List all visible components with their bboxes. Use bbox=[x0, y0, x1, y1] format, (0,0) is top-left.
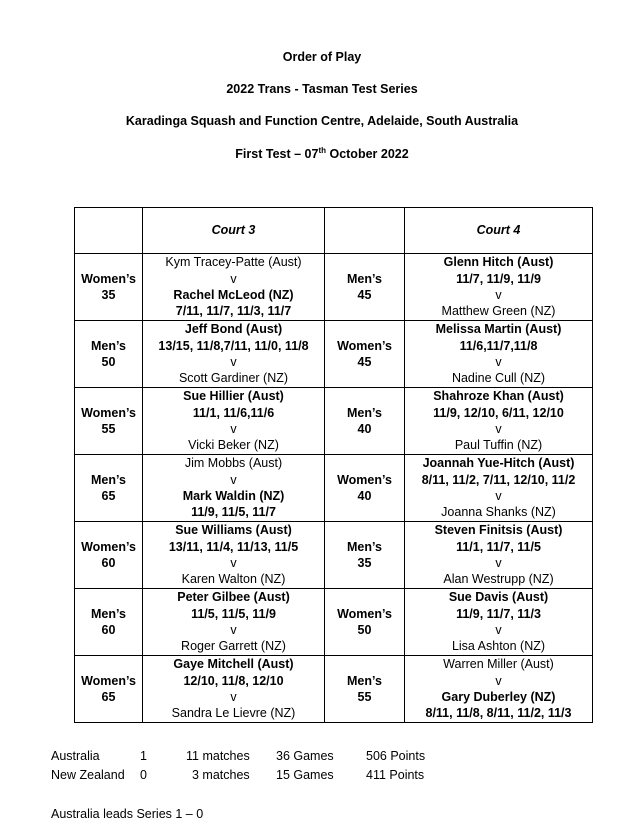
summary-games: 15 Games bbox=[276, 768, 334, 782]
category-label: Men’s bbox=[347, 673, 382, 688]
match-cell bbox=[143, 455, 325, 522]
match-line: Vicki Beker (NZ) bbox=[188, 438, 279, 453]
match-cell bbox=[405, 589, 593, 656]
category-label: 60 bbox=[101, 623, 116, 637]
category-label: 45 bbox=[357, 355, 372, 369]
match-line: Nadine Cull (NZ) bbox=[451, 371, 546, 386]
match-line: Sue Hillier (Aust) bbox=[183, 389, 284, 404]
venue-title: Karadinga Squash and Function Centre, Adelaide, South Australia bbox=[125, 114, 519, 128]
test-date-suffix: October 2022 bbox=[326, 147, 409, 162]
match-line: 11/5, 11/5, 11/9 bbox=[191, 606, 276, 621]
match-cell bbox=[405, 455, 593, 522]
match-line: Scott Gardiner (NZ) bbox=[178, 371, 289, 386]
category-label: Women’s bbox=[81, 539, 136, 554]
category-cell bbox=[75, 321, 143, 388]
match-line: v bbox=[495, 288, 502, 302]
category-label: 35 bbox=[101, 288, 116, 302]
match-line: Rachel McLeod (NZ) bbox=[173, 288, 294, 302]
match-cell bbox=[405, 656, 593, 723]
category-label: Women’s bbox=[337, 606, 392, 621]
category-label: Men’s bbox=[347, 405, 382, 420]
test-date-superscript: th bbox=[318, 146, 326, 155]
summary-matches: 11 matches bbox=[186, 749, 250, 763]
match-line: 11/1, 11/6,11/6 bbox=[192, 405, 275, 420]
category-label: Women’s bbox=[337, 472, 392, 487]
category-cell bbox=[75, 589, 143, 656]
order-of-play-table bbox=[74, 207, 593, 723]
match-line: v bbox=[495, 422, 502, 436]
category-label: 40 bbox=[357, 422, 372, 436]
category-label: 55 bbox=[101, 422, 116, 436]
table-row bbox=[75, 388, 593, 455]
summary-tests: 0 bbox=[140, 768, 147, 782]
match-line: Sue Davis (Aust) bbox=[448, 590, 549, 605]
category-label: 45 bbox=[357, 288, 372, 302]
match-line: 11/6,11/7,11/8 bbox=[459, 338, 538, 353]
match-line: v bbox=[230, 556, 237, 570]
category-cell bbox=[75, 455, 143, 522]
summary-tests: 1 bbox=[140, 749, 147, 763]
match-line: Mark Waldin (NZ) bbox=[182, 489, 285, 503]
table-header-row bbox=[75, 208, 593, 254]
category-cell bbox=[75, 388, 143, 455]
match-line: 7/11, 11/7, 11/3, 11/7 bbox=[175, 304, 292, 319]
match-line: 11/9, 11/7, 11/3 bbox=[456, 606, 541, 621]
match-line: Roger Garrett (NZ) bbox=[181, 639, 286, 654]
table-row bbox=[75, 321, 593, 388]
category-label: Women’s bbox=[81, 673, 136, 688]
match-line: 11/9, 11/5, 11/7 bbox=[191, 505, 276, 520]
match-line: 11/7, 11/9, 11/9 bbox=[456, 271, 541, 286]
match-line: Paul Tuffin (NZ) bbox=[454, 438, 543, 453]
match-line: Gary Duberley (NZ) bbox=[441, 690, 556, 704]
match-line: Jim Mobbs (Aust) bbox=[184, 456, 283, 471]
summary-team: Australia bbox=[51, 749, 100, 763]
summary-matches: 3 matches bbox=[192, 768, 250, 782]
match-line: Karen Walton (NZ) bbox=[181, 572, 286, 587]
category-label: Men’s bbox=[91, 472, 126, 487]
category-cell bbox=[325, 522, 405, 589]
category-cell bbox=[75, 254, 143, 321]
match-line: Melissa Martin (Aust) bbox=[435, 322, 562, 337]
table-row bbox=[75, 254, 593, 321]
category-cell bbox=[325, 656, 405, 723]
category-label: 60 bbox=[101, 556, 116, 570]
category-label: 65 bbox=[101, 489, 116, 503]
summary-points: 506 Points bbox=[366, 749, 426, 763]
match-line: 13/15, 11/8,7/11, 11/0, 11/8 bbox=[158, 338, 309, 353]
category-label: Women’s bbox=[337, 338, 392, 353]
match-line: Sandra Le Lievre (NZ) bbox=[171, 706, 296, 721]
table-row bbox=[75, 522, 593, 589]
category-label: 50 bbox=[357, 623, 372, 637]
category-cell bbox=[325, 388, 405, 455]
table-row bbox=[75, 656, 593, 723]
table-row bbox=[75, 455, 593, 522]
match-line: 12/10, 11/8, 12/10 bbox=[183, 673, 284, 688]
match-line: 8/11, 11/8, 8/11, 11/2, 11/3 bbox=[425, 706, 572, 721]
page-title: Order of Play bbox=[282, 50, 362, 64]
match-line: v bbox=[230, 623, 237, 637]
match-line: Alan Westrupp (NZ) bbox=[443, 572, 554, 587]
header-blank-cell bbox=[325, 208, 405, 254]
match-cell bbox=[143, 321, 325, 388]
match-line: 11/9, 12/10, 6/11, 12/10 bbox=[433, 405, 564, 420]
match-line: Jeff Bond (Aust) bbox=[184, 322, 283, 337]
category-label: 55 bbox=[357, 690, 372, 704]
category-label: Men’s bbox=[91, 606, 126, 621]
match-line: Sue Williams (Aust) bbox=[175, 523, 292, 538]
match-cell bbox=[143, 388, 325, 455]
match-cell bbox=[143, 589, 325, 656]
match-line: Shahroze Khan (Aust) bbox=[433, 389, 564, 404]
match-line: v bbox=[230, 472, 237, 487]
court-4-header: Court 4 bbox=[405, 208, 593, 254]
summary-points: 411 Points bbox=[366, 768, 425, 782]
category-label: 50 bbox=[101, 355, 116, 369]
match-line: 8/11, 11/2, 7/11, 12/10, 11/2 bbox=[421, 472, 576, 487]
match-line: Kym Tracey-Patte (Aust) bbox=[165, 255, 302, 270]
match-line: v bbox=[230, 422, 237, 436]
match-line: Lisa Ashton (NZ) bbox=[451, 639, 546, 654]
category-label: Women’s bbox=[81, 405, 136, 420]
match-cell bbox=[143, 656, 325, 723]
match-line: Peter Gilbee (Aust) bbox=[177, 590, 290, 605]
match-cell bbox=[405, 321, 593, 388]
summary-games: 36 Games bbox=[276, 749, 334, 763]
series-title: 2022 Trans - Tasman Test Series bbox=[226, 82, 418, 96]
category-label: 35 bbox=[357, 556, 372, 570]
court-3-header: Court 3 bbox=[143, 208, 325, 254]
match-cell bbox=[143, 254, 325, 321]
match-line: v bbox=[495, 489, 502, 503]
match-line: Gaye Mitchell (Aust) bbox=[173, 657, 294, 672]
match-cell bbox=[405, 388, 593, 455]
match-line: v bbox=[230, 690, 237, 704]
match-line: v bbox=[230, 271, 237, 286]
category-cell bbox=[325, 455, 405, 522]
category-label: 65 bbox=[101, 690, 116, 704]
match-line: Joannah Yue-Hitch (Aust) bbox=[422, 456, 575, 471]
match-line: v bbox=[495, 355, 502, 369]
table-row bbox=[75, 589, 593, 656]
category-label: Women’s bbox=[81, 271, 136, 286]
match-cell bbox=[405, 254, 593, 321]
category-cell bbox=[325, 321, 405, 388]
match-line: 11/1, 11/7, 11/5 bbox=[456, 539, 541, 554]
category-cell bbox=[75, 656, 143, 723]
category-cell bbox=[325, 254, 405, 321]
category-cell bbox=[325, 589, 405, 656]
category-label: Men’s bbox=[347, 539, 382, 554]
summary-team: New Zealand bbox=[51, 768, 125, 782]
category-label: 40 bbox=[357, 489, 372, 503]
match-line: Glenn Hitch (Aust) bbox=[443, 255, 554, 270]
series-status: Australia leads Series 1 – 0 bbox=[51, 807, 204, 821]
header-blank-cell bbox=[75, 208, 143, 254]
match-line: Warren Miller (Aust) bbox=[443, 657, 554, 672]
match-line: v bbox=[495, 673, 502, 688]
match-line: v bbox=[495, 556, 502, 570]
match-line: Matthew Green (NZ) bbox=[441, 304, 556, 319]
match-line: v bbox=[495, 623, 502, 637]
match-line: Joanna Shanks (NZ) bbox=[441, 505, 556, 520]
match-line: 13/11, 11/4, 11/13, 11/5 bbox=[168, 539, 299, 554]
match-cell bbox=[405, 522, 593, 589]
match-line: Steven Finitsis (Aust) bbox=[434, 523, 563, 538]
category-label: Men’s bbox=[347, 271, 382, 286]
test-date bbox=[0, 146, 644, 161]
match-cell bbox=[143, 522, 325, 589]
match-line: v bbox=[230, 355, 237, 369]
test-date-prefix: First Test – 07 bbox=[235, 147, 319, 162]
category-label: Men’s bbox=[91, 338, 126, 353]
category-cell bbox=[75, 522, 143, 589]
